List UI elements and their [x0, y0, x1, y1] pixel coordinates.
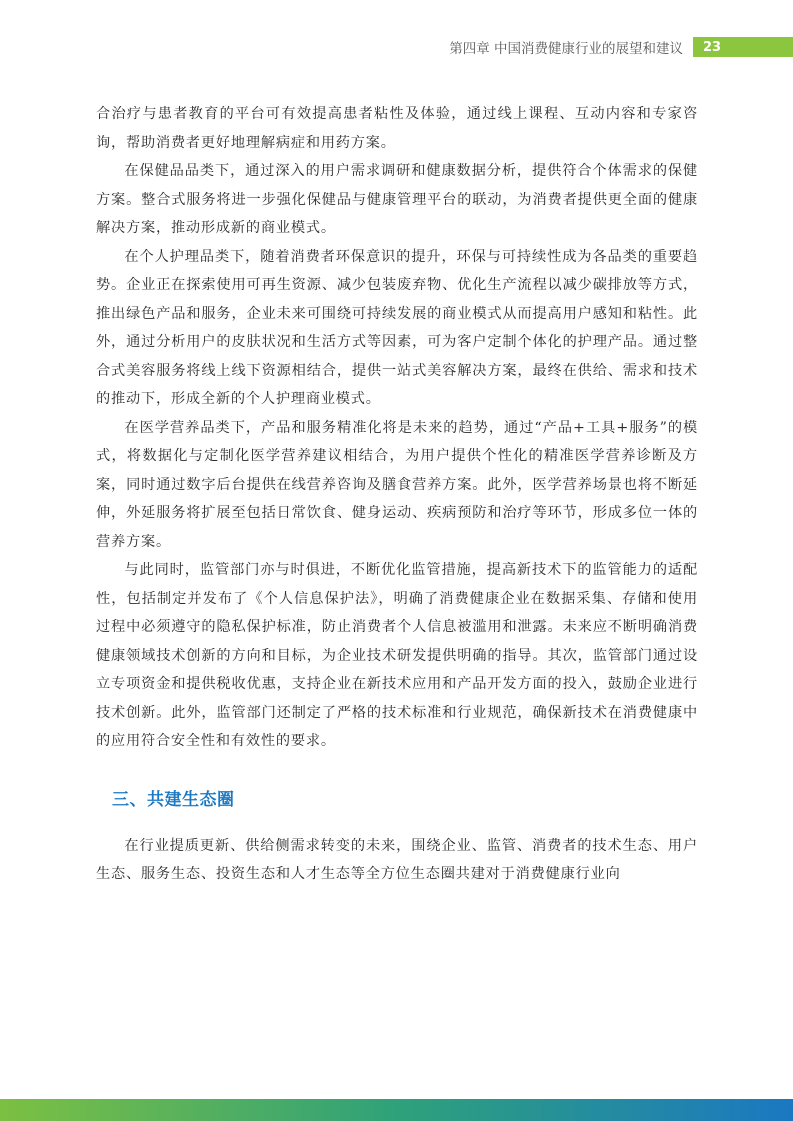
page-number-badge	[693, 37, 793, 57]
footer-gradient-bar	[0, 1099, 793, 1121]
paragraph-ecosystem: 在行业提质更新、供给侧需求转变的未来，围绕企业、监管、消费者的技术生态、用户生态、服务生态、投资生态和人才生态等全方位生态圈共建对于消费健康行业向	[96, 837, 698, 882]
paragraph-continuation: 合治疗与患者教育的平台可有效提高患者粘性及体验，通过线上课程、互动内容和专家咨询，帮助消费者更好地理解病症和用药方案。	[96, 106, 698, 151]
page-header	[449, 36, 793, 58]
paragraph-personal-care: 在个人护理品类下，随着消费者环保意识的提升，环保与可持续性成为各品类的重要趋势。企业正在探索使用可再生资源、减少包装废弃物、优化生产流程以减少碳排放等方式，推出绿色产品和服务，企业未来可围绕可持续发展的商业模式从而提高用户感知和粘性。此外，通过分析用户的皮肤状况和生活方式等因素，可为客户定制个体化的护理产品。通过整合式美容服务将线上线下资源相结合，提供一站式美容解决方案，最终在供给、需求和技术的推动下，形成全新的个人护理商业模式。	[96, 248, 698, 407]
section-heading: 三、共建生态圈	[112, 789, 235, 810]
paragraph-regulation: 与此同时，监管部门亦与时俱进，不断优化监管措施，提高新技术下的监管能力的适配性，包括制定并发布了《个人信息保护法》，明确了消费健康企业在数据采集、存储和使用过程中必须遵守的隐私保护标准，防止消费者个人信息被滥用和泄露。未来应不断明确消费健康领域技术创新的方向和目标，为企业技术研发提供明确的指导。其次，监管部门通过设立专项资金和提供税收优惠，支持企业在新技术应用和产品开发方面的投入，鼓励企业进行技术创新。此外，监管部门还制定了严格的技术标准和行业规范，确保新技术在消费健康中的应用符合安全性和有效性的要求。	[96, 562, 698, 749]
page-body	[96, 100, 698, 889]
chapter-title: 第四章 中国消费健康行业的展望和建议	[449, 41, 683, 57]
paragraph-health-supplements: 在保健品品类下，通过深入的用户需求调研和健康数据分析，提供符合个体需求的保健方案。整合式服务将进一步强化保健品与健康管理平台的联动，为消费者提供更全面的健康解决方案，推动形成新的商业模式。	[96, 163, 698, 236]
paragraph-medical-nutrition: 在医学营养品类下，产品和服务精准化将是未来的趋势，通过“产品+工具+服务”的模式，将数据化与定制化医学营养建议相结合，为用户提供个性化的精准医学营养诊断及方案，同时通过数字后台提供在线营养咨询及膳食营养方案。此外，医学营养场景也将不断延伸，外延服务将扩展至包括日常饮食、健身运动、疾病预防和治疗等环节，形成多位一体的营养方案。	[96, 419, 698, 550]
page-number: 23	[703, 39, 722, 55]
